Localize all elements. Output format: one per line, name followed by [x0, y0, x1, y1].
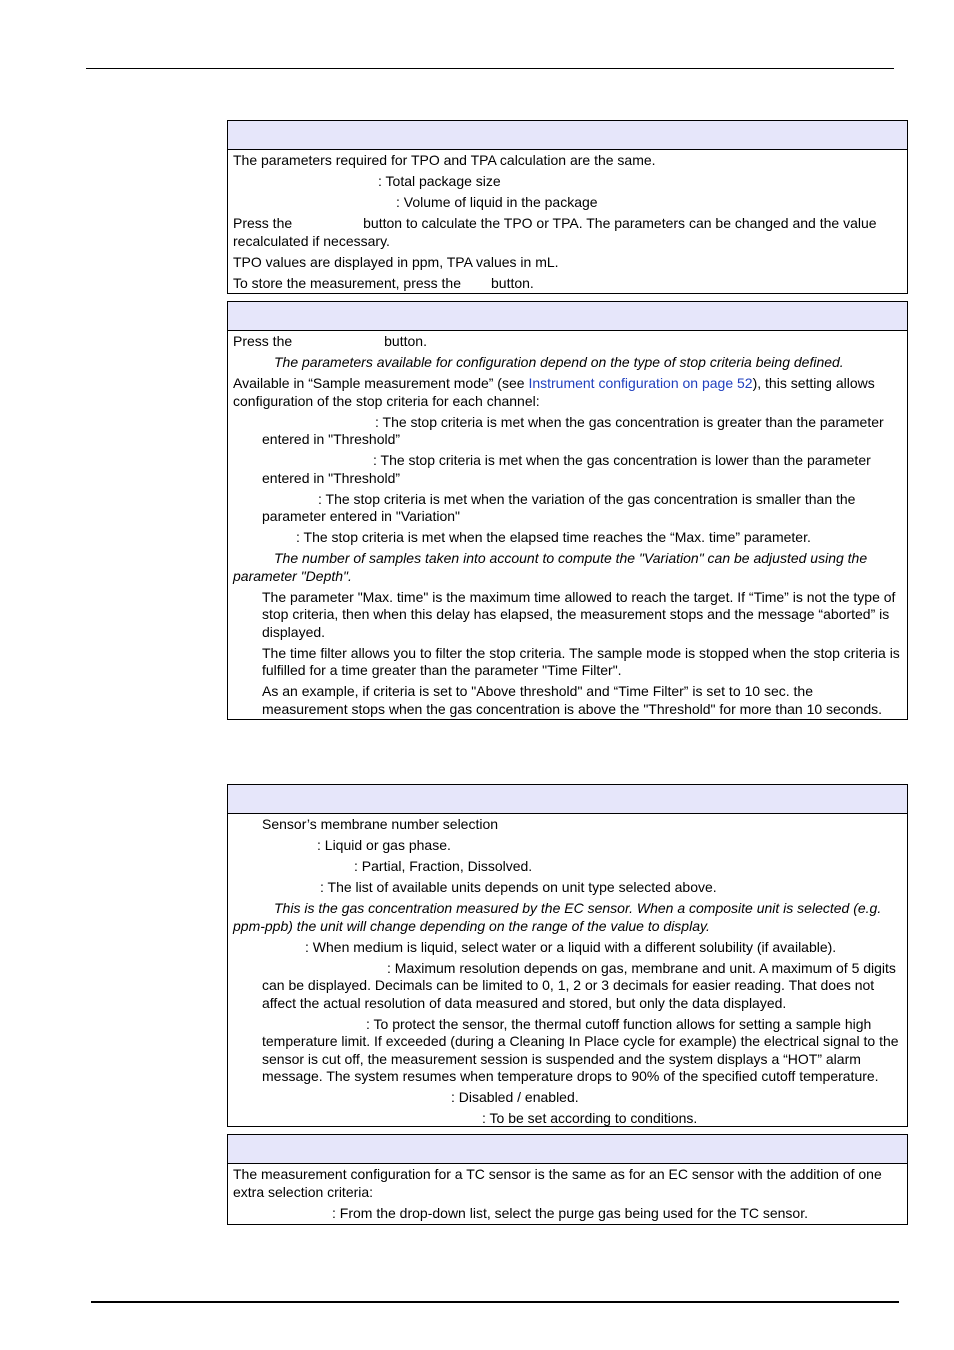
liquid-volume: : Volume of liquid in the package	[396, 194, 598, 210]
time-filter-description: The time filter allows you to filter the stop criteria. The sample mode is stopped when the stop criteria is fulfilled for a time greater than the parameter "Time Filter".	[262, 644, 900, 678]
footer-rule	[91, 1301, 899, 1303]
stop-criteria-availability: Available in “Sample measurement mode” (see Instrument configuration on page 52), this setting allows configuration of the stop criteria for each channel:	[233, 375, 875, 409]
membrane-selection: Sensor’s membrane number selection	[262, 816, 499, 832]
cutoff-conditions-option: : To be set according to conditions.	[482, 1110, 698, 1126]
stop-criteria-press: Press the button.	[233, 333, 427, 349]
tc-measurement-box	[227, 1134, 908, 1225]
store-instruction: To store the measurement, press the button.	[233, 274, 534, 291]
ec-measurement-box-header	[228, 785, 907, 814]
time-filter-example: As an example, if criteria is set to "Above threshold" and “Time Filter” is set to 10 sec. the measurement stops when the gas concentration is above the "Threshold" for more than 10 seconds.	[262, 683, 883, 717]
gas-concentration-note: This is the gas concentration measured by the EC sensor. When a composite unit is selected (e.g. ppm-ppb) the unit will change depending on the range of the value to display.	[233, 900, 882, 934]
tpo-tpa-intro: The parameters required for TPO and TPA calculation are the same.	[233, 152, 656, 168]
stop-criteria-box-header	[228, 302, 907, 331]
tpo-tpa-box	[227, 120, 908, 294]
units-option: : The list of available units depends on unit type selected above.	[320, 879, 717, 895]
total-package-size: : Total package size	[378, 173, 501, 189]
tc-measurement-box-header	[228, 1135, 907, 1164]
thermal-cutoff-option: : To protect the sensor, the thermal cutoff function allows for setting a sample high temperature limit. If exceeded (during a Cleaning In Place cycle for example) the electrical signal to the sensor is cut off, the measurement session is suspended and the system displays a “HOT” alarm message. The system resumes when temperature drops to 90% of the specified cutoff temperature.	[262, 1015, 899, 1084]
tpo-tpa-units: TPO values are displayed in ppm, TPA values in mL.	[233, 253, 559, 270]
calculate-instruction: Press the button to calculate the TPO or TPA. The parameters can be changed and the value recalculated if necessary.	[233, 215, 877, 249]
criteria-time: : The stop criteria is met when the elapsed time reaches the “Max. time” parameter.	[296, 529, 811, 545]
purge-gas-option: : From the drop-down list, select the purge gas being used for the TC sensor.	[332, 1204, 808, 1221]
stop-criteria-box	[227, 301, 908, 720]
criteria-below-threshold: : The stop criteria is met when the gas concentration is lower than the parameter entered in "Threshold”	[262, 452, 871, 486]
unit-type-option: : Partial, Fraction, Dissolved.	[354, 858, 533, 874]
criteria-variation: : The stop criteria is met when the variation of the gas concentration is smaller than the parameter entered in "Variation"	[262, 490, 856, 524]
tc-intro: The measurement configuration for a TC sensor is the same as for an EC sensor with the addition of one extra selection criteria:	[233, 1166, 882, 1200]
header-rule	[86, 68, 894, 69]
instrument-config-link[interactable]: Instrument configuration on page 52	[528, 375, 753, 391]
medium-option: : When medium is liquid, select water or a liquid with a different solubility (if available).	[305, 938, 837, 955]
criteria-above-threshold: : The stop criteria is met when the gas concentration is greater than the parameter entered in "Threshold”	[262, 413, 884, 447]
max-time-description: The parameter "Max. time" is the maximum time allowed to reach the target. If “Time” is not the type of stop criteria, then when this delay has elapsed, the measurement stops and the message “aborted” is displayed.	[262, 588, 896, 640]
ec-measurement-box	[227, 784, 908, 1127]
resolution-option: : Maximum resolution depends on gas, membrane and unit. A maximum of 5 digits can be displayed. Decimals can be limited to 0, 1, 2 or 3 decimals for easier reading. That does not affect the actual resolution of data measured and stored, but only the data displayed.	[262, 959, 896, 1011]
stop-criteria-note: The parameters available for configuration depend on the type of stop criteria being defined.	[274, 354, 844, 370]
phase-option: : Liquid or gas phase.	[317, 837, 451, 853]
depth-note: The number of samples taken into account to compute the "Variation" can be adjusted using the parameter "Depth".	[233, 550, 868, 584]
cutoff-enabled-option: : Disabled / enabled.	[451, 1089, 579, 1105]
tpo-tpa-box-header	[228, 121, 907, 150]
